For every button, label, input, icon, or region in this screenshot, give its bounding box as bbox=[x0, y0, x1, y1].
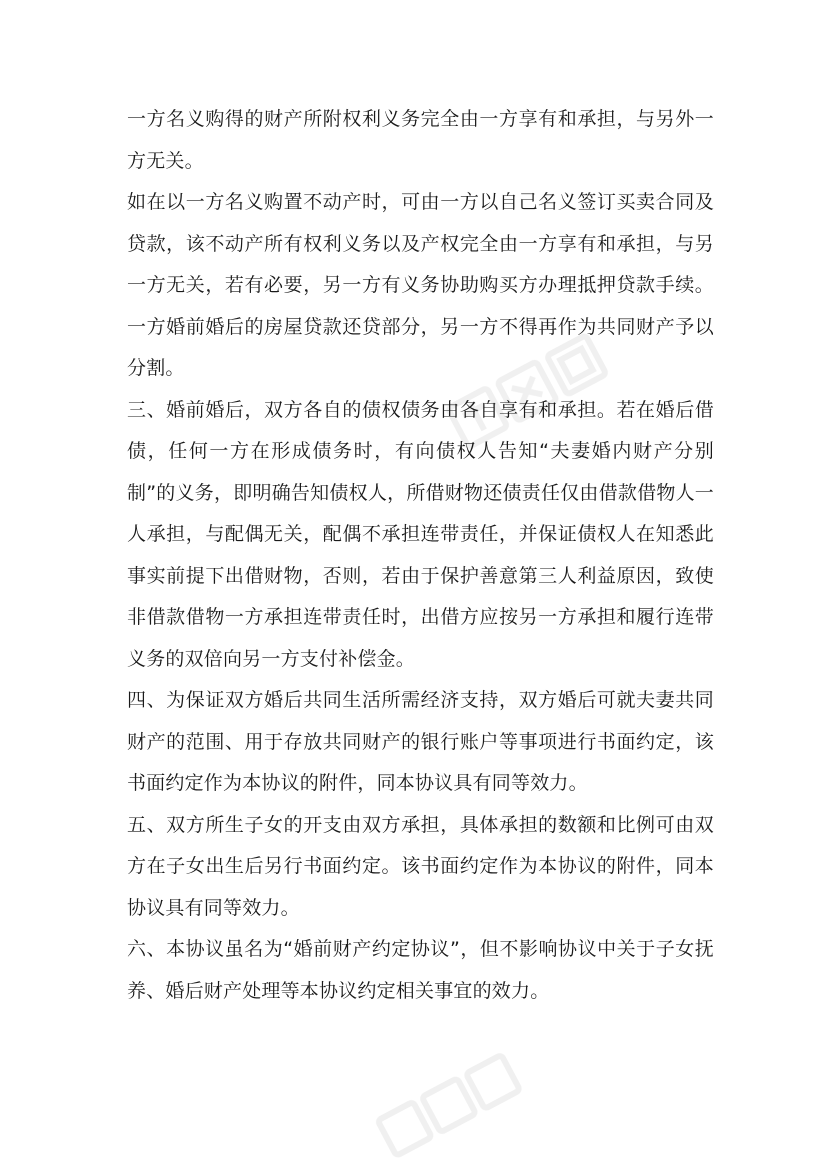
paragraph-section-five: 五、双方所生子女的开支由双方承担，具体承担的数额和比例可由双方在子女出生后另行书面约定。该书面约定作为本协议的附件，同本协议具有同等效力。 bbox=[127, 813, 714, 919]
paragraph-continuation: 一方名义购得的财产所附权利义务完全由一方享有和承担，与另外一方无关。 bbox=[127, 108, 714, 172]
paragraph-section-four: 四、为保证双方婚后共同生活所需经济支持，双方婚后可就夫妻共同财产的范围、用于存放共同财产的银行账户等事项进行书面约定，该书面约定作为本协议的附件，同本协议具有同等效力。 bbox=[127, 689, 714, 794]
document-body bbox=[127, 99, 714, 1012]
paragraph-section-three: 三、婚前婚后，双方各自的债权债务由各自享有和承担。若在婚后借债，任何一方在形成债务时，有向债权人告知“夫妻婚内财产分别制”的义务，即明确告知债权人，所借财物还债责任仅由借款借物人一人承担，与配偶无关，配偶不承担连带责任，并保证债权人在知悉此事实前提下出借财物，否则，若由于保护善意第三人利益原因，致使非借款借物一方承担连带责任时，出借方应按另一方承担和履行连带义务的双倍向另一方支付补偿金。 bbox=[127, 398, 714, 670]
paragraph-real-estate: 如在以一方名义购置不动产时，可由一方以自己名义签订买卖合同及贷款，该不动产所有权利义务以及产权完全由一方享有和承担，与另一方无关，若有必要，另一方有义务协助购买方办理抵押贷款手续。一方婚前婚后的房屋贷款还贷部分，另一方不得再作为共同财产予以分割。 bbox=[127, 191, 714, 379]
paragraph-section-six: 六、本协议虽名为“婚前财产约定协议”，但不影响协议中关于子女抚养、婚后财产处理等本协议约定相关事宜的效力。 bbox=[127, 938, 714, 1002]
